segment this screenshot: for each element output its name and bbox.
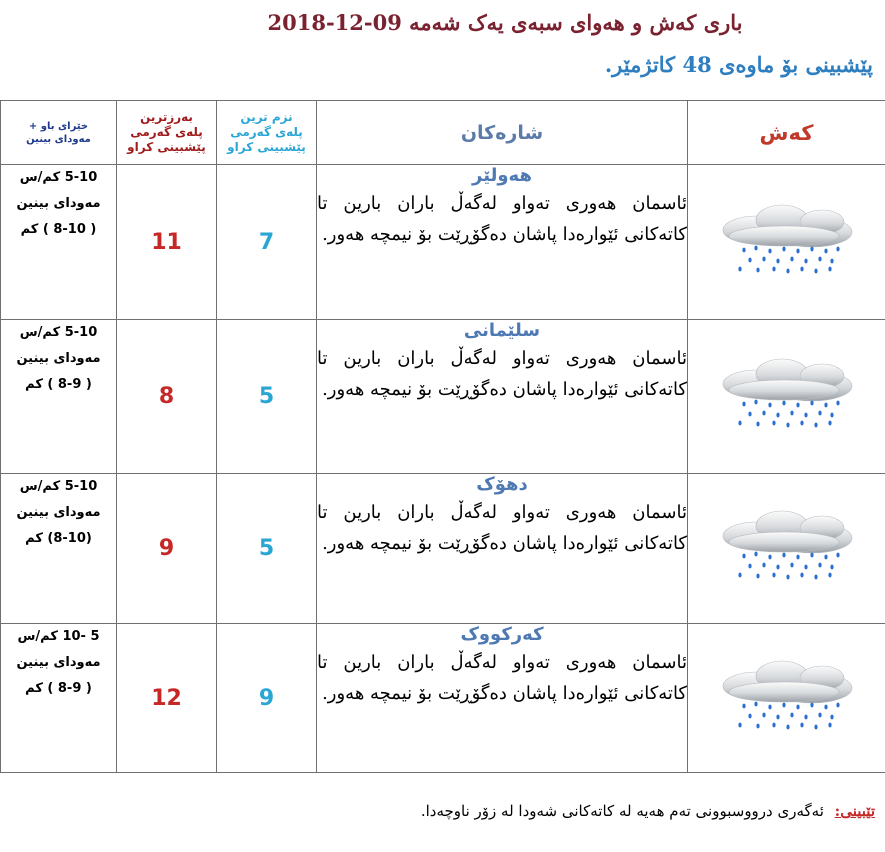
min-temp-value: 5 [217, 473, 317, 624]
min-temp-value: 7 [217, 165, 317, 320]
header-min-temp: نزم ترین پلەی گەرمی پێشبینی کراو [217, 101, 317, 165]
city-cell [317, 319, 688, 473]
wind-visibility-cell: 5-10 کم/س مەودای بینین ( 8-9 ) کم [1, 319, 117, 473]
rain-cloud-icon [712, 202, 862, 278]
min-temp-value: 5 [217, 319, 317, 473]
table-row [1, 319, 885, 473]
table-row [1, 165, 885, 320]
weather-icon-cell [688, 624, 885, 773]
rain-cloud-icon [712, 356, 862, 432]
city-name: هەولێر [472, 165, 532, 187]
wind-visibility-cell: 5 -10 کم/س مەودای بینین ( 8-9 ) کم [1, 624, 117, 773]
weather-icon-cell [688, 165, 885, 320]
max-temp-value: 9 [117, 473, 217, 624]
page-subtitle: پێشبینی بۆ ماوەی 48 کاتژمێر. [604, 52, 873, 77]
rain-cloud-icon [712, 658, 862, 734]
min-temp-value: 9 [217, 624, 317, 773]
forecast-description: ئاسمان هەوری تەواو لەگەڵ باران بارین تا کاتەکانی ئێوارەدا پاشان دەگۆڕێت بۆ نیمچە هەور. [317, 652, 687, 705]
max-temp-value: 8 [117, 319, 217, 473]
note-text: ئەگەری درووسبوونی تەم هەیە لە کاتەکانی شەودا لە زۆر ناوچەدا. [420, 802, 824, 820]
header-cities: شارەکان [317, 101, 688, 165]
weather-icon-cell [688, 319, 885, 473]
city-name: کەرکووک [460, 624, 544, 646]
forecast-table [0, 100, 885, 773]
table-row [1, 473, 885, 624]
header-wind-visibility: خێرای باو + مەودای بینین [1, 101, 117, 165]
footer-note [421, 802, 875, 820]
city-cell [317, 165, 688, 320]
city-name: سلێمانی [463, 319, 541, 341]
header-max-temp: بەرزترین پلەی گەرمی پێشبینی کراو [117, 101, 217, 165]
max-temp-value: 12 [117, 624, 217, 773]
city-cell [317, 624, 688, 773]
table-row [1, 624, 885, 773]
city-cell [317, 473, 688, 624]
table-header-row [1, 101, 885, 165]
forecast-description: ئاسمان هەوری تەواو لەگەڵ باران بارین تا کاتەکانی ئێوارەدا پاشان دەگۆڕێت بۆ نیمچە هەور. [317, 501, 687, 554]
forecast-description: ئاسمان هەوری تەواو لەگەڵ باران بارین تا کاتەکانی ئێوارەدا پاشان دەگۆڕێت بۆ نیمچە هەور. [317, 193, 687, 246]
header-weather: کەش [688, 101, 885, 165]
max-temp-value: 11 [117, 165, 217, 320]
wind-visibility-cell: 5-10 کم/س مەودای بینین ( 8-10 ) کم [1, 165, 117, 320]
weather-icon-cell [688, 473, 885, 624]
note-label: تێبینی: [834, 802, 875, 820]
rain-cloud-icon [712, 508, 862, 584]
forecast-description: ئاسمان هەوری تەواو لەگەڵ باران بارین تا کاتەکانی ئێوارەدا پاشان دەگۆڕێت بۆ نیمچە هەور. [317, 347, 687, 400]
page-title: باری کەش و هەوای سبەی یەک شەمە 09-12-2018 [267, 10, 743, 35]
city-name: دهۆک [476, 473, 528, 495]
wind-visibility-cell: 5-10 کم/س مەودای بینین (8-10) کم [1, 473, 117, 624]
